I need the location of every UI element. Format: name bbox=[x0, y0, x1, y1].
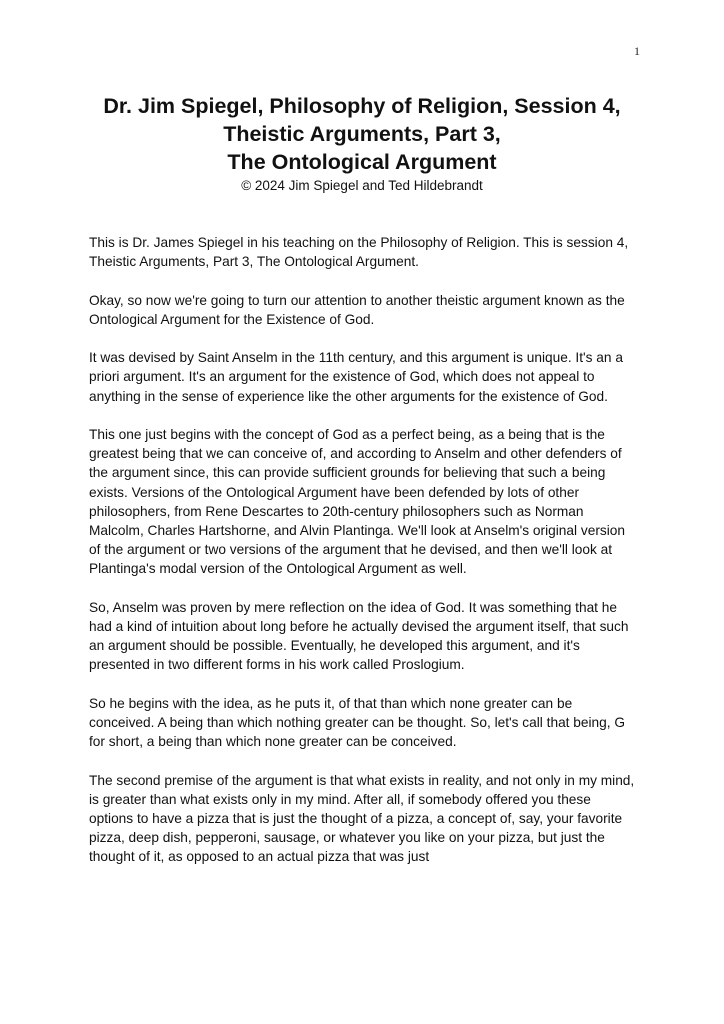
copyright-notice: © 2024 Jim Spiegel and Ted Hildebrandt bbox=[241, 178, 483, 193]
paragraph-second-premise: The second premise of the argument is that what exists in reality, and not only in my mind, is greater than what exists only in my mind. After all, if somebody offered you these options to have a pizza that is just the thought of a pizza, a concept of, say, your favorite pizza, deep dish, pepperoni, sausage, or whatever you like on your pizza, but just the thought of it, as opposed to an actual pizza that was just bbox=[89, 772, 635, 865]
document-title-line-2: Theistic Arguments, Part 3, bbox=[223, 122, 501, 146]
paragraph-anselm-origin: It was devised by Saint Anselm in the 11th century, and this argument is unique. It's an a priori argument. It's an argument for the existence of God, which does not appeal to anything in the sense of experience like the other arguments for the existence of God. bbox=[89, 350, 623, 404]
paragraph-topic: Okay, so now we're going to turn our attention to another theistic argument known as the Ontological Argument for the Existence of God. bbox=[89, 292, 625, 327]
document-title-line-1: Dr. Jim Spiegel, Philosophy of Religion, Session 4, bbox=[103, 94, 621, 118]
page-number: 1 bbox=[634, 44, 640, 58]
paragraph-perfect-being: This one just begins with the concept of God as a perfect being, as a being that is the greatest being that we can conceive of, and according to Anselm and other defenders of the argument since, this can provide sufficient grounds for believing that such a being exists. Versions of the Ontological Argument have been defended by lots of other philosophers, from Rene Descartes to 20th-century philosophers such as Norman Malcolm, Charles Hartshorne, and Alvin Plantinga. We'll look at Anselm's original version of the argument or two versions of the argument that he devised, and then we'll look at Plantinga's modal version of the Ontological Argument as well. bbox=[89, 426, 625, 577]
document-header bbox=[0, 92, 724, 195]
paragraph-first-premise: So he begins with the idea, as he puts it, of that than which none greater can be conceived. A being than which nothing greater can be thought. So, let's call that being, G for short, a being than which none greater can be conceived. bbox=[89, 695, 626, 750]
document-body bbox=[89, 233, 637, 886]
paragraph-proslogium: So, Anselm was proven by mere reflection on the idea of God. It was something that he had a kind of intuition about long before he actually devised the argument itself, that such an argument should be possible. Eventually, he developed this argument, and it's presented in two different forms in his work called Proslogium. bbox=[89, 599, 629, 673]
paragraph-intro: This is Dr. James Spiegel in his teaching on the Philosophy of Religion. This is session 4, Theistic Arguments, Part 3, The Ontological Argument. bbox=[89, 235, 629, 270]
document-title-line-3: The Ontological Argument bbox=[227, 150, 497, 174]
